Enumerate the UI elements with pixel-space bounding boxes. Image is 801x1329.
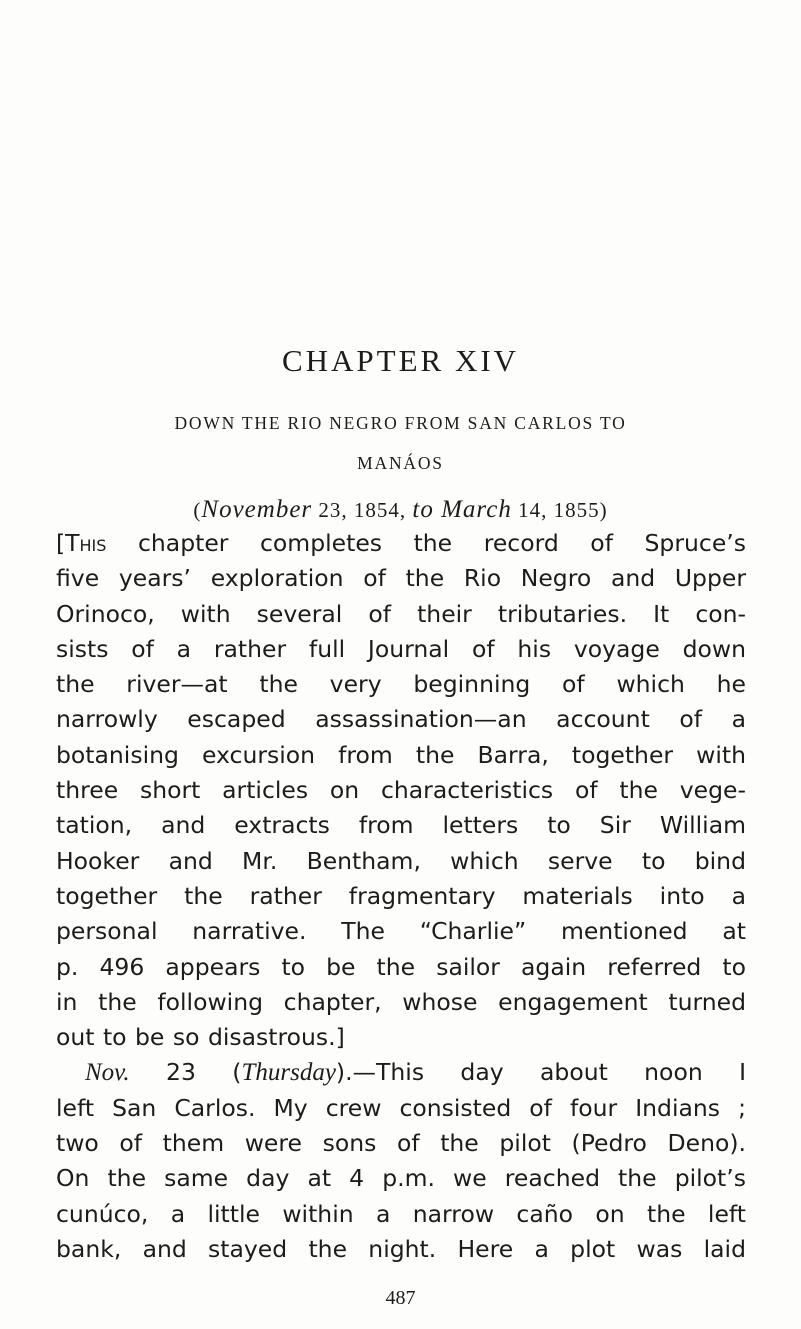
text-line: left San Carlos. My crew consisted of four Indians ;	[56, 1093, 746, 1122]
text-line: out to be so disastrous.]	[56, 1023, 345, 1052]
text-line: botanising excursion from the Barra, together with	[56, 740, 746, 769]
text-line: three short articles on characteristics of the vege-	[56, 776, 746, 805]
journal-entry-first-line: Nov. 23 (Thursday).—This day about noon I	[85, 1058, 746, 1087]
text-line: in the following chapter, whose engagement turned	[56, 987, 746, 1016]
text-line: On the same day at 4 p.m. we reached the pilot’s	[56, 1164, 746, 1193]
chapter-date-range: (November 23, 1854, to March 14, 1855)	[193, 496, 608, 523]
text-line: together the rather fragmentary materials into a	[56, 881, 746, 910]
text-line: tation, and extracts from letters to Sir William	[56, 811, 746, 840]
chapter-title: CHAPTER XIV	[281, 343, 520, 378]
text-line: Hooker and Mr. Bentham, which serve to bind	[56, 846, 746, 875]
text-line: [This chapter completes the record of Spruce’s	[56, 529, 746, 557]
chapter-subtitle-line-2: MANÁOS	[357, 453, 444, 473]
chapter-subtitle-line-1: DOWN THE RIO NEGRO FROM SAN CARLOS TO	[174, 413, 627, 433]
text-line: narrowly escaped assassination—an account of a	[56, 705, 746, 734]
text-line: five years’ exploration of the Rio Negro and Upper	[56, 564, 746, 593]
body-text	[56, 526, 746, 1267]
text-line: sists of a rather full Journal of his voyage down	[56, 634, 746, 663]
text-line: personal narrative. The “Charlie” mentioned at	[56, 917, 746, 946]
page-number: 487	[385, 1287, 416, 1309]
text-line: Orinoco, with several of their tributaries. It con-	[56, 599, 746, 628]
text-line: p. 496 appears to be the sailor again referred to	[56, 952, 746, 981]
text-line: cunúco, a little within a narrow caño on the left	[56, 1199, 746, 1228]
text-line: the river—at the very beginning of which he	[56, 670, 746, 699]
text-line: bank, and stayed the night. Here a plot was laid	[56, 1234, 746, 1263]
text-line: two of them were sons of the pilot (Pedro Deno).	[56, 1129, 746, 1158]
